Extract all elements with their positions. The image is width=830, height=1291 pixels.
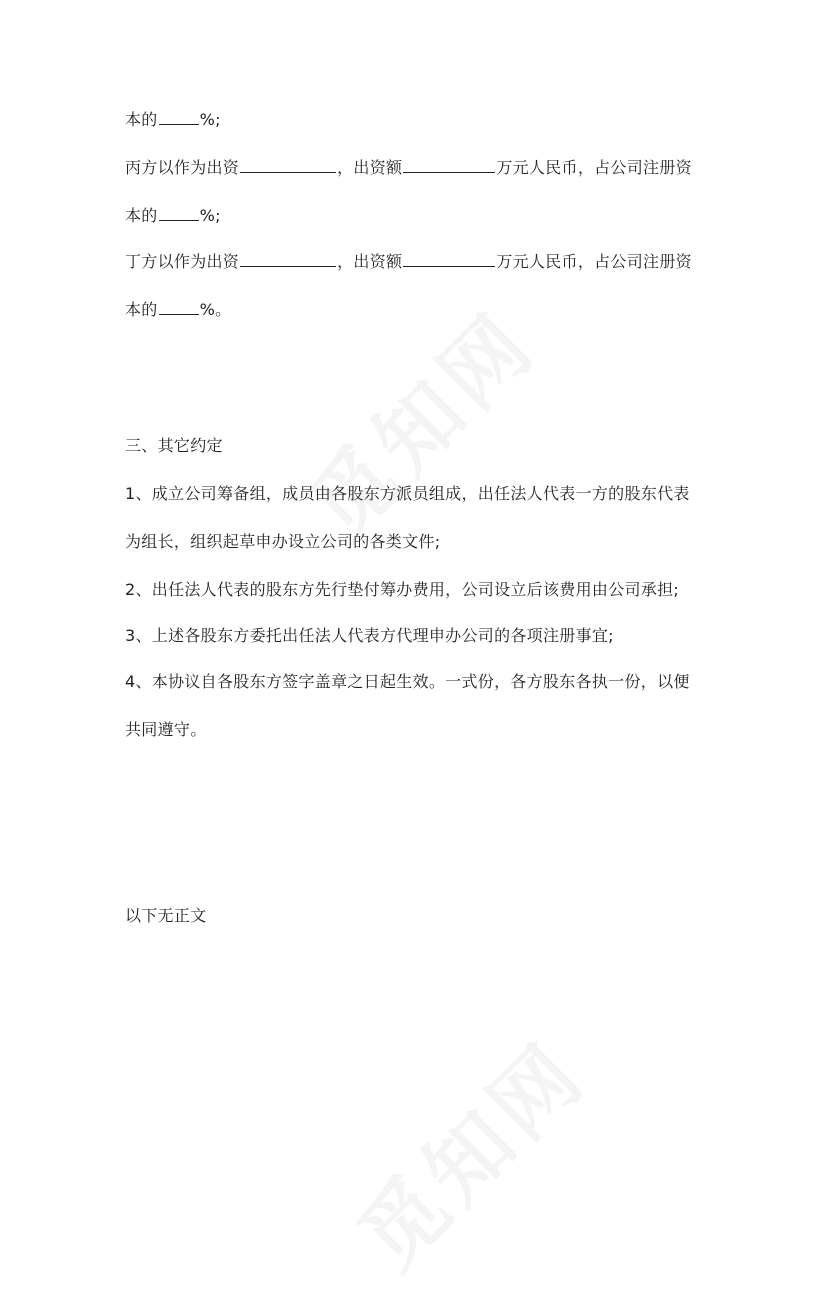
share-text: 本的 <box>125 110 158 129</box>
watermark <box>278 280 559 561</box>
clause-item-4: 4、本协议自各股东方签字盖章之日起生效。一式份，各方股东各执一份，以便 <box>125 672 690 691</box>
clause-item-2: 2、出任法人代表的股东方先行垫付筹办费用，公司设立后该费用由公司承担; <box>125 580 680 599</box>
share-text: 本的 <box>125 300 158 319</box>
contribution-blank <box>240 156 336 173</box>
share-line-tail <box>125 108 221 130</box>
share-text: %; <box>199 206 221 225</box>
percent-blank <box>159 204 199 221</box>
share-line-party-d <box>125 250 692 272</box>
share-text: 丙方以作为出资 <box>125 158 240 177</box>
amount-blank <box>403 250 495 267</box>
clause-item-3: 3、上述各股东方委托出任法人代表方代理申办公司的各项注册事宜; <box>125 626 614 645</box>
share-text: %; <box>199 110 221 129</box>
share-line-party-c <box>125 156 692 178</box>
share-text: 万元人民币，占公司注册资 <box>496 158 692 177</box>
clause-item-1: 1、成立公司筹备组，成员由各股东方派员组成，出任法人代表一方的股东代表 <box>125 484 690 503</box>
share-text: 丁方以作为出资 <box>125 252 240 271</box>
share-text: 本的 <box>125 206 158 225</box>
share-text: %。 <box>199 300 232 319</box>
clause-item-4-cont: 共同遵守。 <box>125 720 207 739</box>
watermark <box>328 1010 609 1291</box>
closing-note: 以下无正文 <box>125 906 207 925</box>
share-text: ，出资额 <box>337 158 403 177</box>
share-line-tail <box>125 204 221 226</box>
percent-blank <box>159 108 199 125</box>
section-heading: 三、其它约定 <box>125 436 223 455</box>
clause-item-1-cont: 为组长，组织起草申办设立公司的各类文件; <box>125 532 441 551</box>
percent-blank <box>159 298 199 315</box>
share-text: 万元人民币，占公司注册资 <box>496 252 692 271</box>
share-line-tail <box>125 298 231 320</box>
share-text: ，出资额 <box>337 252 403 271</box>
contribution-blank <box>240 250 336 267</box>
amount-blank <box>403 156 495 173</box>
